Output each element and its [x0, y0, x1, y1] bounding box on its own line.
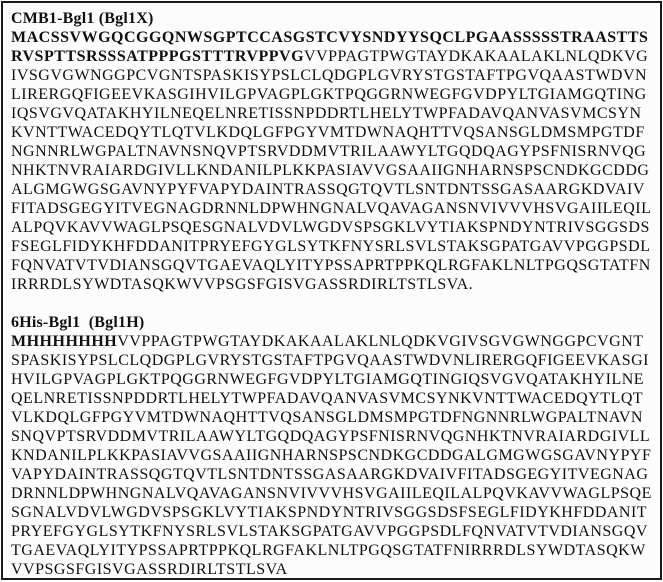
bgl1x-cbm-linker-segment: MACSSVWGQCGGQNWSGPTCCASGSTCVYSNDYYSQCLPGAASSSSSTRAASTTSRVSPTTSRSSSATPPPGSTTTRVPPVG	[11, 29, 649, 65]
bgl1x-mature-protein-segment: VVPPAGTPWGTAYDKAKAALAKLNLQDKVGIVSGVGWNGGPCVGNTSPASKISYPSLCLQDGPLGVRYSTGSTAFTPGVQAASTWDVNLIRERGQFIGEEVKASGIHVILGPVAGPLGKTPQGGRNWEGFGVDPYLTGIAMGQTINGIQSVGVQATAKHYILNEQELNRETISSNPDDRTLHELYTWPFADAVQANVASVMCSYNKVNTTWACEDQYTLQTVLKDQLGFPGYVMTDWNAQHTTVQSANSGLDMSMPGTDFNGNNRLWGPALTNAVNSNQVPTSRVDDMVTRILAAWYLTGQDQAGYPSFNISRNVQGNHKTNVRAIARDGIVLLKNDANILPLKKPASIAVVGSAAIIGNHARNSPSCNDKGCDDGALGMGWGSGAVNYPYFVAPYDAINTRASSQGTQVTLSNTDNTSSGASAARGKDVAIVFITADSGEGYITVEGNAGDRNNLDPWHNGNALVQAVAGANSNVIVVVHSVGAIILEQILALPQVKAVVWAGLPSQESGNALVDVLWGDVSPSGKLVYTIAKSPNDYNTRIVSGGSDSFSEGLFIDYKHFDDANITPRYEFGYGLSYTKFNYSRLSVLSTAKSGPATGAVVPGGPSDLFQNVATVTVDIANSGQVTGAEVAQLYITYPSSAPRTPPKQLRGFAKLNLTPGQSGTATFNIRRRDLSYWDTASQKWVVPSGSFGISVGASSRDIRLTSTLSVA.	[11, 48, 652, 293]
document-frame	[1, 1, 662, 580]
sequence-block-bgl1x	[11, 9, 652, 294]
sequence-text-bgl1h	[11, 332, 652, 579]
sequence-title-bgl1h: 6His-Bgl1 (Bgl1H)	[11, 314, 145, 331]
sequence-text-bgl1x	[11, 28, 652, 294]
bgl1h-mature-protein-segment: VVPPAGTPWGTAYDKAKAALAKLNLQDKVGIVSGVGWNGGPCVGNTSPASKISYPSLCLQDGPLGVRYSTGSTAFTPGVQAASTWDVNLIRERGQFIGEEVKASGIHVILGPVAGPLGKTPQGGRNWEGFGVDPYLTGIAMGQTINGIQSVGVQATAKHYILNEQELNRETISSNPDDRTLHELYTWPFADAVQANVASVMCSYNKVNTTWACEDQYTLQTVLKDQLGFPGYVMTDWNAQHTTVQSANSGLDMSMPGTDFNGNNRLWGPALTNAVNSNQVPTSRVDDMVTRILAAWYLTGQDQAGYPSFNISRNVQGNHKTNVRAIARDGIVLLKNDANILPLKKPASIAVVGSAAIIGNHARNSPSCNDKGCDDGALGMGWGSGAVNYPYFVAPYDAINTRASSQGTQVTLSNTDNTSSGASAARGKDVAIVFITADSGEGYITVEGNAGDRNNLDPWHNGNALVQAVAGANSNVIVVVHSVGAIILEQILALPQVKAVVWAGLPSQESGNALVDVLWGDVSPSGKLVYTIAKSPNDYNTRIVSGGSDSFSEGLFIDYKHFDDANITPRYEFGYGLSYTKFNYSRLSVLSTAKSGPATGAVVPGGPSDLFQNVATVTVDIANSGQVTGAEVAQLYITYPSSAPRTPPKQLRGFAKLNLTPGQSGTATFNIRRRDLSYWDTASQKWVVPSGSFGISVGASSRDIRLTSTLSVA	[11, 333, 652, 578]
sequence-block-bgl1h	[11, 313, 652, 579]
sequence-title-bgl1x: CMB1-Bgl1 (Bgl1X)	[11, 10, 154, 27]
bgl1h-histag-segment: MHHHHHHH	[11, 333, 118, 350]
